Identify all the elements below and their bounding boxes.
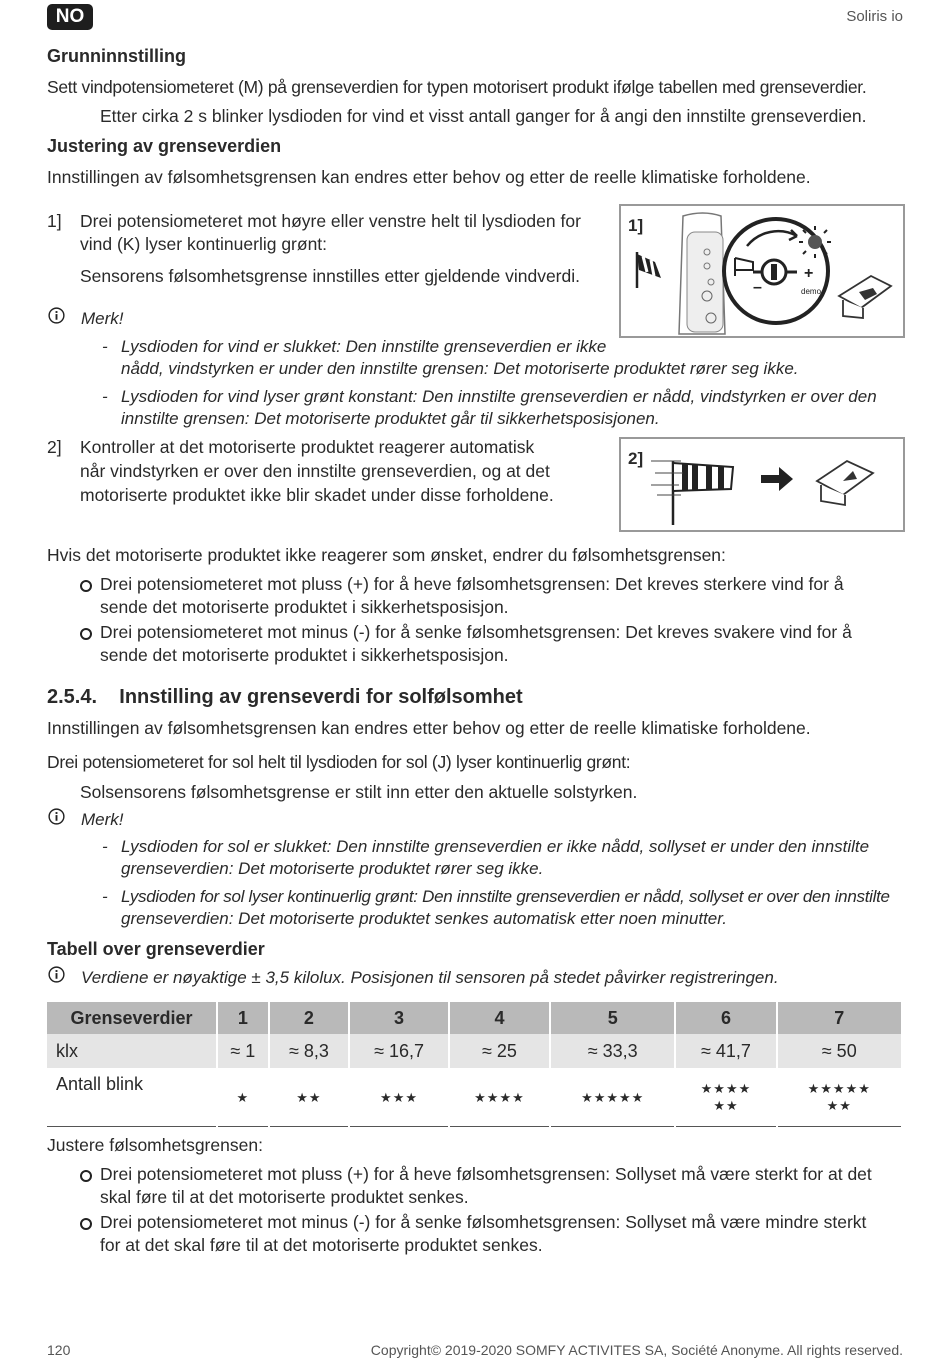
product-name: Soliris io <box>846 8 903 25</box>
table-cell: ≈ 33,3 <box>550 1034 675 1068</box>
blink-stars: ★★★★ <box>449 1068 550 1127</box>
bullet-icon <box>80 1218 92 1230</box>
paragraph: Justere følsomhetsgrensen: <box>47 1135 263 1155</box>
result-text: Etter cirka 2 s blinker lysdioden for vind et visst antall ganger for å angi den innstilte grenseverdien. <box>100 106 867 126</box>
bullet-text: sende det motoriserte produktet i sikkerhetsposisjon. <box>100 597 509 617</box>
bullet-text: Drei potensiometeret mot minus (-) for å senke følsomhetsgrensen: Sollyset må være mindre sterkt <box>100 1212 867 1232</box>
figure-2 <box>619 437 905 532</box>
language-badge: NO <box>47 4 93 30</box>
paragraph: Innstillingen av følsomhetsgrensen kan endres etter behov og etter de reelle klimatiske forholdene. <box>47 718 811 738</box>
table-cell: ≈ 50 <box>777 1034 902 1068</box>
step-text: Kontroller at det motoriserte produktet reagerer automatisk <box>80 437 535 457</box>
note-item: innstilte grensen: Det motoriserte produktet går til sikkerhetsposisjonen. <box>121 409 660 428</box>
note-item: grenseverdien: Det motoriserte produktet rører seg ikke. <box>121 859 544 878</box>
info-icon <box>48 808 65 825</box>
awning-icon <box>839 276 891 318</box>
awning-icon <box>817 461 873 505</box>
table-header-cell: 7 <box>777 1002 902 1034</box>
table-header-cell: Grenseverdier <box>47 1002 217 1034</box>
note-item: Lysdioden for vind er slukket: Den innstilte grenseverdien er ikke <box>121 337 607 356</box>
heading-justering: Justering av grenseverdien <box>47 136 282 156</box>
windsock-icon <box>651 461 733 525</box>
table-cell: ≈ 8,3 <box>269 1034 350 1068</box>
table-header-cell: 3 <box>349 1002 449 1034</box>
blink-stars: ★★★★ ★★ <box>675 1068 776 1127</box>
note-label: Merk! <box>81 810 124 829</box>
windsock-icon <box>637 252 661 288</box>
section-heading: 2.5.4. Innstilling av grenseverdi for solfølsomhet <box>47 686 523 708</box>
table-heading: Tabell over grenseverdier <box>47 939 265 959</box>
copyright: Copyright© 2019-2020 SOMFY ACTIVITES SA, Société Anonyme. All rights reserved. <box>370 1342 903 1358</box>
arrow-right-icon <box>761 467 793 491</box>
paragraph: Innstillingen av følsomhetsgrensen kan endres etter behov og etter de reelle klimatiske forholdene. <box>47 167 811 187</box>
bullet-text: for at det skal føre til at det motoriserte produktet senkes. <box>100 1235 543 1255</box>
note-label: Merk! <box>81 309 124 328</box>
note-item: Lysdioden for sol er slukket: Den innstilte grenseverdien er ikke nådd, sollyset er under den innstilte <box>121 837 870 856</box>
bullet-text: skal føre til at det motoriserte produktet senkes. <box>100 1187 469 1207</box>
note-item: Lysdioden for vind lyser grønt konstant: Den innstilte grenseverdien er nådd, vindstyrken er over den <box>121 387 877 406</box>
table-note: Verdiene er nøyaktige ± 3,5 kilolux. Posisjonen til sensoren på stedet påvirker registreringen. <box>81 968 779 987</box>
sensor-adjust-illustration <box>621 206 903 336</box>
info-icon <box>48 966 65 983</box>
step-text: Drei potensiometeret mot høyre eller venstre helt til lysdioden for <box>80 211 581 231</box>
figure-label: 2] <box>628 449 644 468</box>
potentiometer-zoom-icon <box>724 219 831 323</box>
table-cell: ≈ 1 <box>217 1034 269 1068</box>
table-cell: ≈ 16,7 <box>349 1034 449 1068</box>
table-cell: Antall blink <box>47 1068 217 1127</box>
bullet-icon <box>80 628 92 640</box>
wind-to-safety-illustration <box>621 439 903 530</box>
table-header-cell: 5 <box>550 1002 675 1034</box>
info-icon <box>48 307 65 324</box>
table-row <box>47 1002 902 1034</box>
blink-stars: ★★★★★ ★★ <box>777 1068 902 1127</box>
blink-stars: ★★ <box>269 1068 350 1127</box>
bullet-icon <box>80 580 92 592</box>
bullet-text: Drei potensiometeret mot pluss (+) for å heve følsomhetsgrensen: Det kreves sterkere vind for å <box>100 574 844 594</box>
svg-text:–: – <box>753 279 762 296</box>
table-cell: ≈ 41,7 <box>675 1034 776 1068</box>
page-number: 120 <box>47 1342 71 1358</box>
bullet-text: Drei potensiometeret mot pluss (+) for å heve følsomhetsgrensen: Sollyset må være sterkt for at det <box>100 1164 872 1184</box>
result-text: Solsensorens følsomhetsgrense er stilt inn etter den aktuelle solstyrken. <box>80 782 638 802</box>
table-header-cell: 4 <box>449 1002 550 1034</box>
paragraph: Drei potensiometeret for sol helt til lysdioden for sol (J) lyser kontinuerlig grønt: <box>47 752 631 772</box>
paragraph: Sett vindpotensiometeret (M) på grenseverdien for typen motorisert produkt ifølge tabellen med grenseverdier. <box>47 77 867 97</box>
demo-label: demo <box>801 287 822 296</box>
sensor-device-icon <box>679 213 725 334</box>
bullet-icon <box>80 1170 92 1182</box>
step-text: når vindstyrken er over den innstilte grenseverdien, og at det <box>80 461 550 481</box>
table-cell: ≈ 25 <box>449 1034 550 1068</box>
blink-stars: ★★★★★ <box>550 1068 675 1127</box>
figure-label: 1] <box>628 216 644 235</box>
table-header-cell: 1 <box>217 1002 269 1034</box>
heading-grunninnstilling: Grunninnstilling <box>47 46 186 66</box>
svg-text:+: + <box>804 265 814 282</box>
table-header-cell: 2 <box>269 1002 350 1034</box>
blink-stars: ★ <box>217 1068 269 1127</box>
note-item: grenseverdien: Det motoriserte produktet senkes automatisk etter noen minutter. <box>121 909 728 928</box>
threshold-table <box>47 1002 903 1127</box>
figure-1 <box>619 204 905 338</box>
step-text: motoriserte produktet ikke blir skadet under disse forholdene. <box>80 485 554 505</box>
paragraph: Hvis det motoriserte produktet ikke reagerer som ønsket, endrer du følsomhetsgrensen: <box>47 545 726 565</box>
blink-stars: ★★★ <box>349 1068 449 1127</box>
bullet-text: sende det motoriserte produktet i sikkerhetsposisjon. <box>100 645 509 665</box>
table-cell: klx <box>47 1034 217 1068</box>
step-text: vind (K) lyser kontinuerlig grønt: <box>80 234 328 254</box>
table-header-cell: 6 <box>675 1002 776 1034</box>
step-number: 1] <box>47 211 62 231</box>
step-number: 2] <box>47 437 62 457</box>
bullet-text: Drei potensiometeret mot minus (-) for å senke følsomhetsgrensen: Det kreves svakere vind for å <box>100 622 852 642</box>
note-item: nådd, vindstyrken er under den innstilte grensen: Det motoriserte produktet rører seg ikke. <box>121 359 799 378</box>
note-item: Lysdioden for sol lyser kontinuerlig grønt: Den innstilte grenseverdien er nådd, sollyset er over den innstilte <box>121 887 890 906</box>
table-row <box>47 1034 902 1068</box>
step-result: Sensorens følsomhetsgrense innstilles etter gjeldende vindverdi. <box>80 266 580 286</box>
table-row <box>47 1068 902 1127</box>
